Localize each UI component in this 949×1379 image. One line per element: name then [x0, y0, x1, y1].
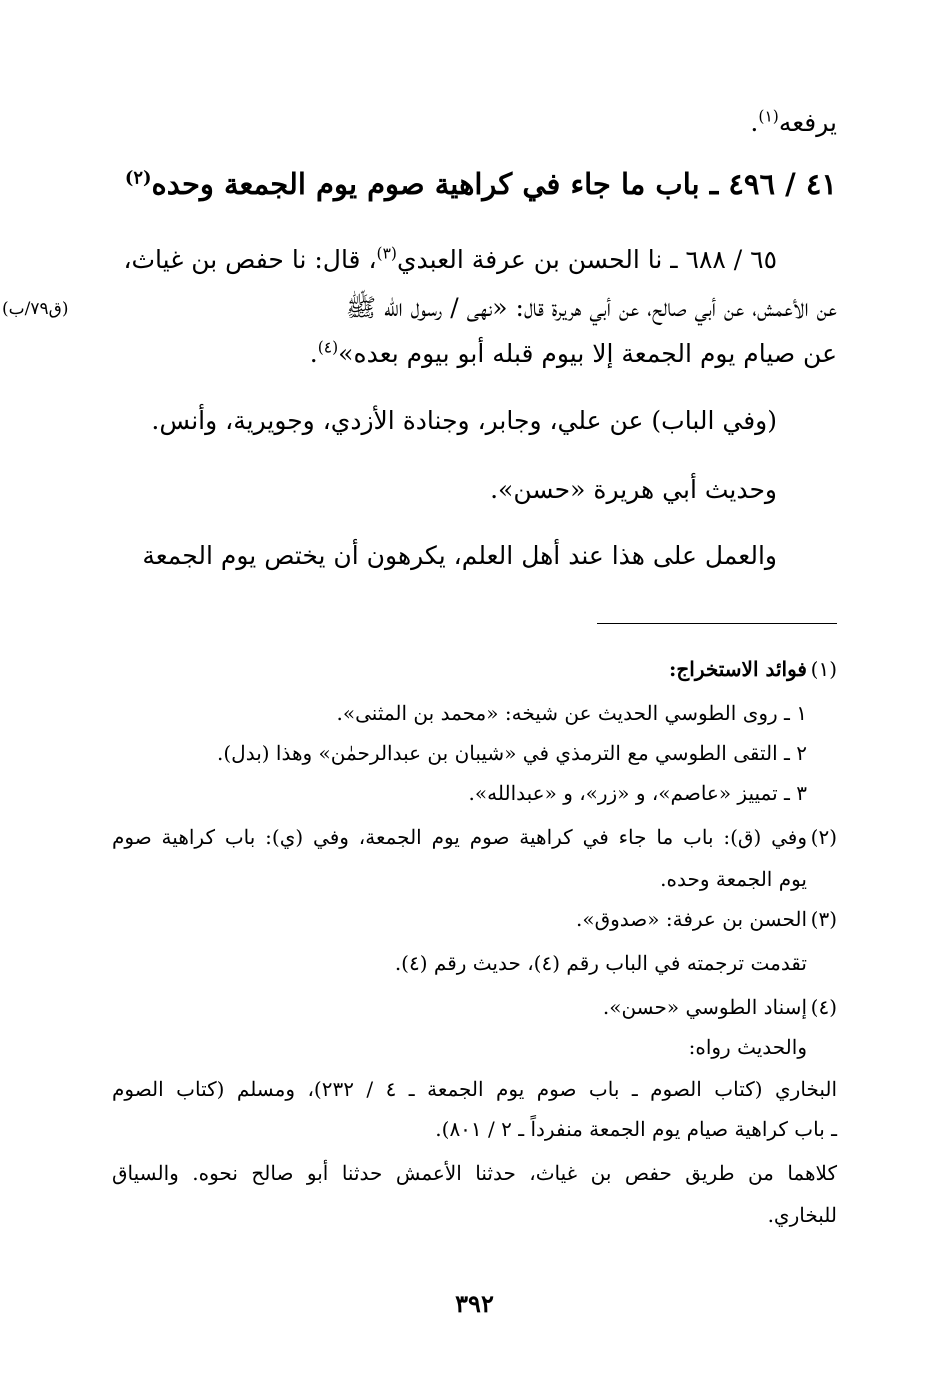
hadith-line-2: عن الأعمش، عن أبي صالح، عن أبي هريرة قال: «نهى / رسول الله ﷺ: [345, 293, 837, 322]
continuation-line: يرفعه$^{(١)}$.: [750, 107, 837, 137]
footnote-4-line: للبخاري.: [767, 1203, 837, 1227]
grading-line: وحديث أبي هريرة «حسن».: [490, 475, 777, 504]
manuscript-margin-ref: (ق٧٩/ب): [2, 299, 69, 319]
in-the-chapter-line: (وفي الباب) عن علي، وجابر، وجنادة الأزدي، وجويرية، وأنس.: [151, 406, 777, 435]
footnote-4-line: البخاري (كتاب الصوم ـ باب صوم يوم الجمعة ـ ٤ / ٢٣٢)، ومسلم (كتاب الصوم: [112, 1077, 838, 1101]
footnote-3-line: (٣)الحسن بن عرفة: «صدوق».: [576, 907, 837, 931]
footnote-4-line: كلاهما من طريق حفص بن غياث، حدثنا الأعمش حدثنا أبو صالح نحوه. والسياق: [112, 1161, 837, 1185]
footnote-4-line: والحديث رواه:: [688, 1035, 807, 1059]
hadith-line-3: عن صيام يوم الجمعة إلا بيوم قبله أبو بيوم بعده»$^{(٤)}$.: [309, 338, 837, 368]
footnote-ref-1[interactable]: (١): [758, 107, 779, 126]
hadith-line-1: ٦٥ / ٦٨٨ ـ نا الحسن بن عرفة العبدي$^{(٣)}$، قال: نا حفص بن غياث،: [123, 244, 777, 274]
footnote-2-line: يوم الجمعة وحده.: [660, 867, 807, 891]
footnote-4-line: ـ باب كراهية صيام يوم الجمعة منفرداً ـ ٢ / ٨٠١).: [435, 1117, 837, 1141]
footnote-1-title: (١)فوائد الاستخراج:: [668, 657, 837, 681]
footnote-2-line: (٢)وفي (ق): باب ما جاء في كراهية صوم يوم الجمعة، وفي (ي): باب كراهية صوم: [112, 825, 837, 849]
footnote-1-item: ٣ ـ تمييز «عاصم»، و «زر»، و «عبدالله».: [468, 781, 807, 805]
footnote-1-item: ٢ ـ التقى الطوسي مع الترمذي في «شيبان بن عبدالرحمٰن» وهذا (بدل).: [217, 741, 807, 765]
footnote-ref-3[interactable]: (٣): [376, 244, 397, 263]
practice-line: والعمل على هذا عند أهل العلم، يكرهون أن يختص يوم الجمعة: [142, 541, 777, 570]
footnote-ref-2[interactable]: (٢): [124, 167, 152, 189]
page-number: ٣٩٢: [455, 1289, 494, 1318]
footnote-ref-4[interactable]: (٤): [317, 338, 339, 357]
footnote-separator: [597, 623, 837, 624]
footnote-3-line: تقدمت ترجمته في الباب رقم (٤)، حديث رقم (٤).: [394, 951, 807, 975]
footnote-4-line: (٤)إسناد الطوسي «حسن».: [602, 995, 837, 1019]
footnote-1-item: ١ ـ روى الطوسي الحديث عن شيخه: «محمد بن المثنى».: [336, 701, 807, 725]
chapter-heading: ٤١ / ٤٩٦ ـ باب ما جاء في كراهية صوم يوم الجمعة وحده$^{(٢)}$: [124, 167, 837, 201]
